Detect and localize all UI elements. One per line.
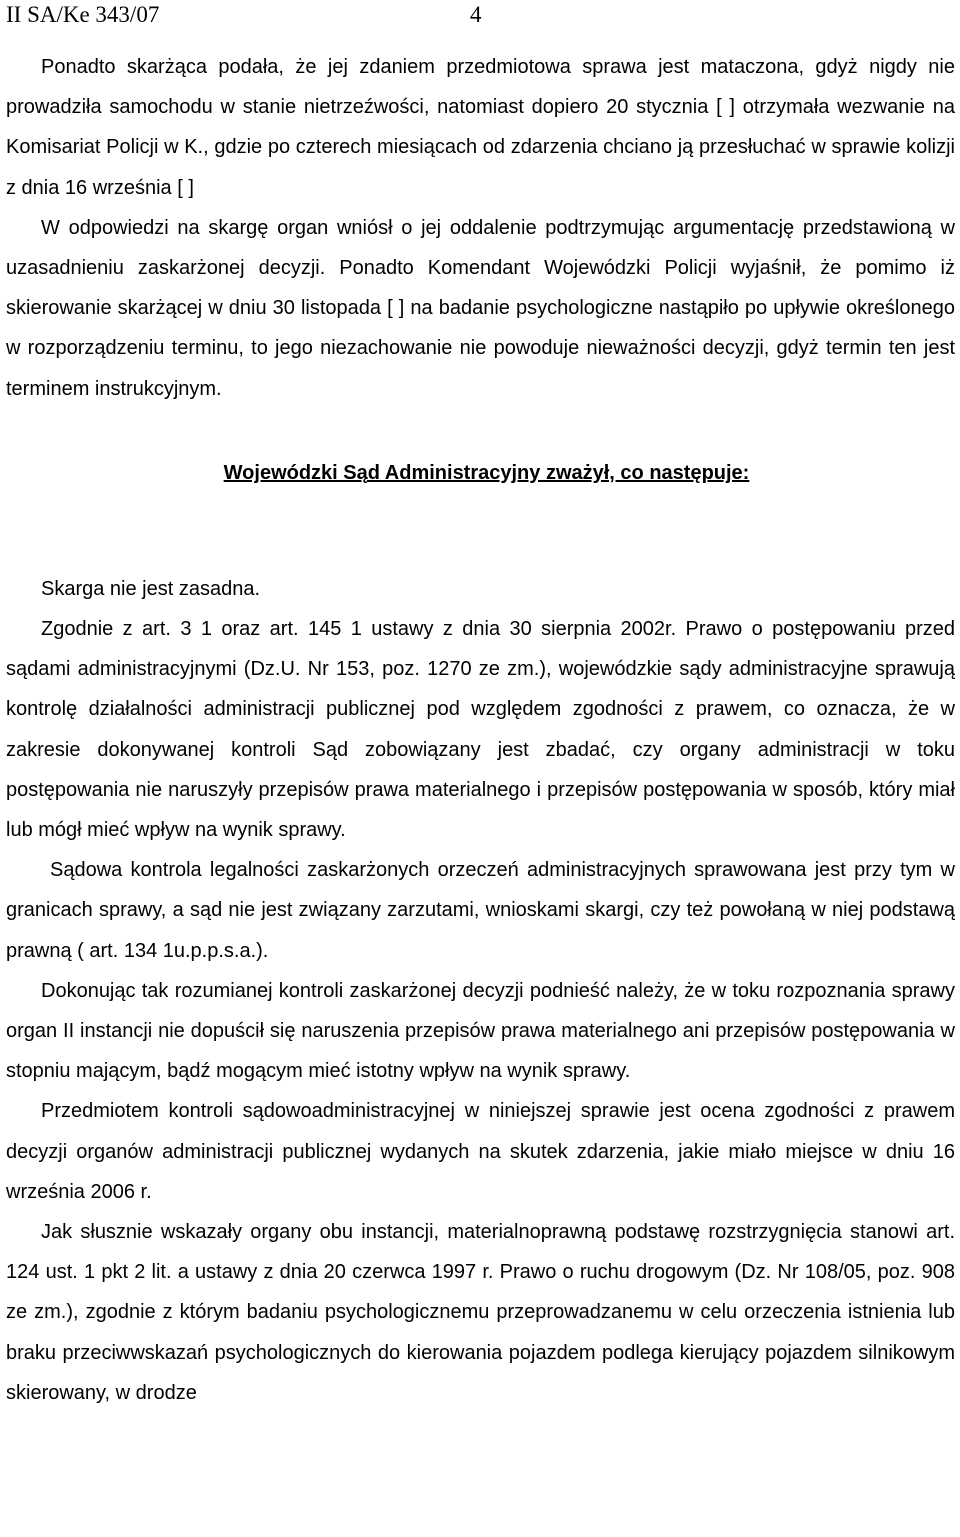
section-heading: Wojewódzki Sąd Administracyjny zważył, co następuje:: [223, 461, 750, 484]
paragraph-complaint: Ponadto skarżąca podała, że jej zdaniem przedmiotowa sprawa jest mataczona, gdyż nigdy nie prowadziła samochodu w stanie nietrzeźwości, natomiast dopiero 20 stycznia [ ] otrzymała wezwanie na Komisariat Policji w K., gdzie po czterech miesiącach od zdarzenia chciano ją przesłuchać w sprawie kolizji z dnia 16 września [ ]: [6, 56, 955, 199]
page-header: [0, 0, 960, 40]
paragraph-subject: Przedmiotem kontroli sądowoadministracyjnej w niniejszej sprawie jest ocena zgodności z prawem decyzji organów administracji publicznej wydanych na skutek zdarzenia, jakie miało miejsce w dniu 16 września 2006 r.: [6, 1100, 955, 1203]
paragraph-verdict: Skarga nie jest zasadna.: [41, 577, 261, 600]
paragraph-judicial-review: Sądowa kontrola legalności zaskarżonych orzeczeń administracyjnych sprawowana jest przy tym w granicach sprawy, a sąd nie jest związany zarzutami, wnioskami skargi, czy też powołaną w niej podstawą prawną ( art. 134 1u.p.p.s.a.).: [6, 859, 955, 962]
paragraph-response: W odpowiedzi na skargę organ wniósł o jej oddalenie podtrzymując argumentację przedstawioną w uzasadnieniu zaskarżonej decyzji. Ponadto Komendant Wojewódzki Policji wyjaśnił, że pomimo iż skierowanie skarżącej w dniu 30 listopada [ ] na badanie psychologiczne nastąpiło po upływie określonego w rozporządzeniu terminu, to jego niezachowanie nie powoduje nieważności decyzji, gdyż termin ten jest terminem instrukcyjnym.: [6, 216, 955, 400]
page-number: 4: [470, 2, 482, 27]
paragraph-material-basis: Jak słusznie wskazały organy obu instancji, materialnoprawną podstawę rozstrzygnięcia stanowi art. 124 ust. 1 pkt 2 lit. a ustawy z dnia 20 czerwca 1997 r. Prawo o ruchu drogowym (Dz. Nr 108/05, poz. 908 ze zm.), zgodnie z którym badaniu psychologicznemu przeprowadzanemu w celu orzeczenia istnienia lub braku przeciwwskazań psychologicznych do kierowania pojazdem podlega kierujący pojazdem silnikowym skierowany, w drodze: [6, 1221, 955, 1404]
case-number: II SA/Ke 343/07: [6, 2, 160, 27]
paragraph-legal-basis: Zgodnie z art. 3 1 oraz art. 145 1 ustawy z dnia 30 sierpnia 2002r. Prawo o postępowaniu przed sądami administracyjnymi (Dz.U. Nr 153, poz. 1270 ze zm.), wojewódzkie sądy administracyjne sprawują kontrolę działalności administracji publicznej pod względem zgodności z prawem, co oznacza, że w zakresie dokonywanej kontroli Sąd zobowiązany jest zbadać, czy organy administracji w toku postępowania nie naruszyły przepisów prawa materialnego i przepisów postępowania w sposób, który miał lub mógł mieć wpływ na wynik sprawy.: [6, 618, 955, 842]
document-body: [6, 47, 955, 1413]
paragraph-control: Dokonując tak rozumianej kontroli zaskarżonej decyzji podnieść należy, że w toku rozpoznania sprawy organ II instancji nie dopuścił się naruszenia przepisów prawa materialnego ani przepisów postępowania w stopniu mającym, bądź mogącym mieć istotny wpływ na wynik sprawy.: [6, 979, 955, 1083]
